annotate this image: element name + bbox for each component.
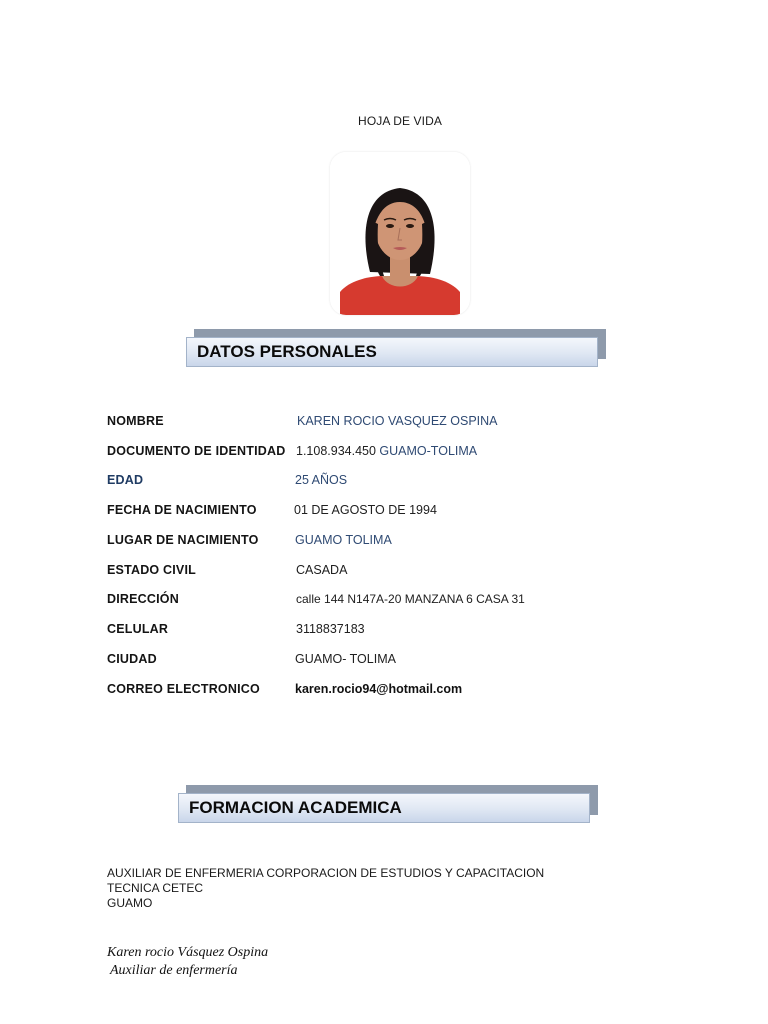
signature-block xyxy=(107,944,268,980)
field-value: KAREN ROCIO VASQUEZ OSPINA xyxy=(297,414,498,428)
field-label: CIUDAD xyxy=(107,652,157,666)
field-label: CORREO ELECTRONICO xyxy=(107,682,260,696)
field-value: 25 AÑOS xyxy=(295,473,348,487)
field-value: CASADA xyxy=(296,563,348,577)
signature-name: Karen rocio Vásquez Ospina xyxy=(107,945,269,960)
field-row-ciudad xyxy=(107,652,667,672)
field-row-celular xyxy=(107,622,667,642)
field-value: GUAMO- TOLIMA xyxy=(295,652,396,666)
field-label: ESTADO CIVIL xyxy=(107,563,196,577)
academic-line: AUXILIAR DE ENFERMERIA CORPORACION DE ESTUDIOS Y CAPACITACION xyxy=(107,866,545,880)
document-title: HOJA DE VIDA xyxy=(358,114,442,128)
section-header-personal xyxy=(186,337,598,367)
field-label: NOMBRE xyxy=(107,414,164,428)
profile-photo xyxy=(330,152,470,315)
field-row-documento xyxy=(107,444,667,464)
academic-line: GUAMO xyxy=(107,896,153,910)
document-place: GUAMO-TOLIMA xyxy=(375,444,478,458)
section-header-academic xyxy=(178,793,590,823)
field-row-correo xyxy=(107,682,667,702)
field-label: FECHA DE NACIMIENTO xyxy=(107,503,257,517)
email-value: karen.rocio94@hotmail.com xyxy=(295,682,463,696)
field-label: DIRECCIÓN xyxy=(107,592,179,606)
person-portrait-icon xyxy=(330,152,470,315)
field-row-edad xyxy=(107,473,667,493)
academic-line: TECNICA CETEC xyxy=(107,881,204,895)
field-row-estado-civil xyxy=(107,563,667,583)
field-value: GUAMO TOLIMA xyxy=(295,533,392,547)
field-label: LUGAR DE NACIMIENTO xyxy=(107,533,259,547)
document-number: 1.108.934.450 xyxy=(296,444,376,458)
section-header-title: DATOS PERSONALES xyxy=(186,337,598,367)
field-label: CELULAR xyxy=(107,622,169,636)
field-value xyxy=(296,444,477,458)
signature-role: Auxiliar de enfermería xyxy=(110,963,238,978)
field-row-fecha-nacimiento xyxy=(107,503,667,523)
field-row-lugar-nacimiento xyxy=(107,533,667,553)
field-label: EDAD xyxy=(107,473,144,487)
field-label: DOCUMENTO DE IDENTIDAD xyxy=(107,444,286,458)
field-value: calle 144 N147A-20 MANZANA 6 CASA 31 xyxy=(296,592,525,606)
field-value: 01 DE AGOSTO DE 1994 xyxy=(294,503,437,517)
academic-entry xyxy=(107,866,627,911)
field-row-nombre xyxy=(107,414,667,434)
section-header-title: FORMACION ACADEMICA xyxy=(178,793,590,823)
field-value: 3118837183 xyxy=(296,622,365,636)
field-row-direccion xyxy=(107,592,667,612)
